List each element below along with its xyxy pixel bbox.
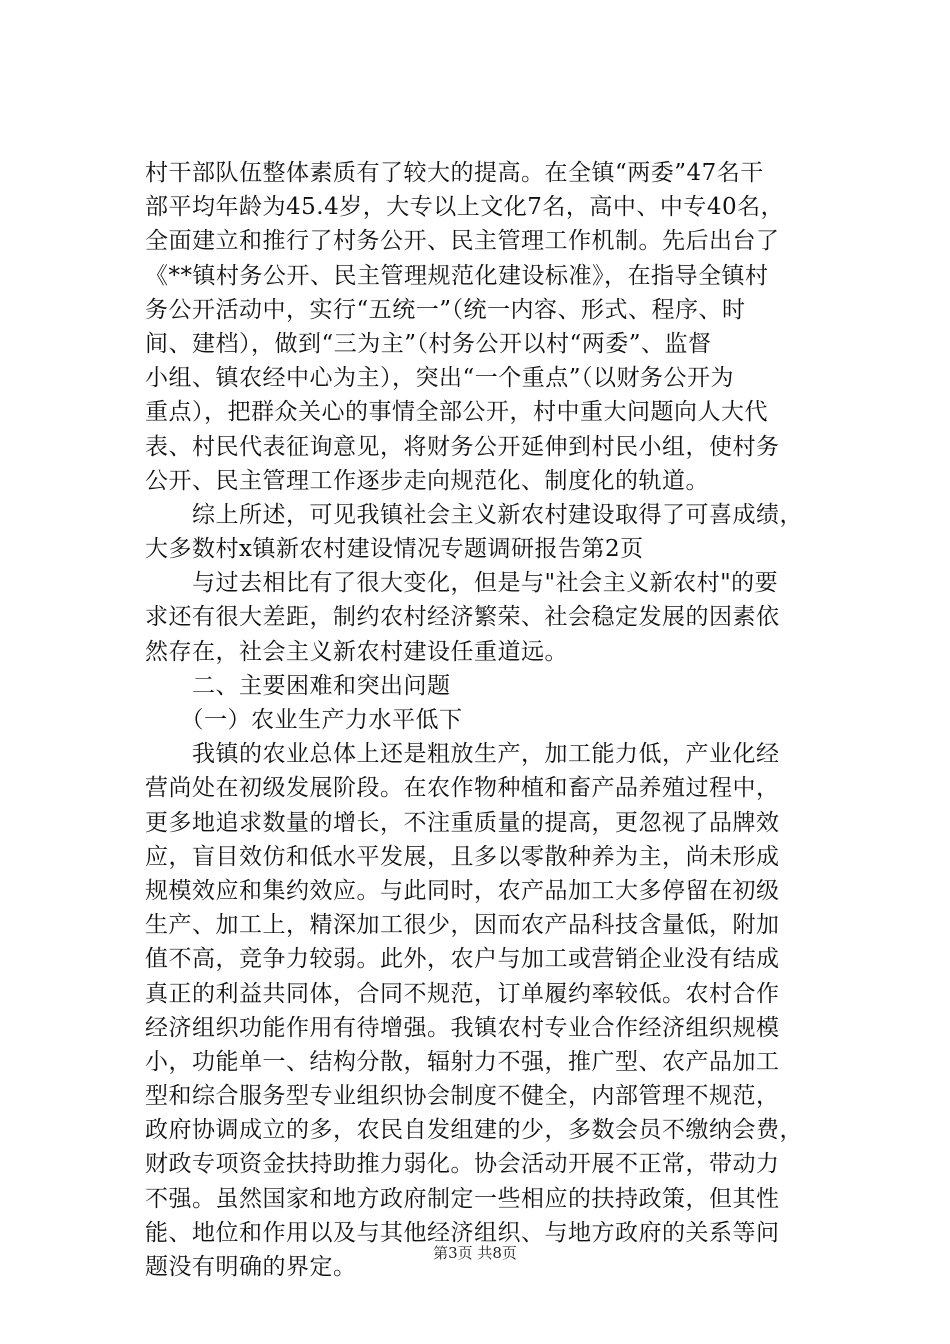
text-line: 我镇的农业总体上还是粗放生产，加工能力低，产业化经 <box>145 741 780 768</box>
text-line: 真正的利益共同体，合同不规范，订单履约率较低。农村合作 <box>145 980 780 1007</box>
text-line: 更多地追求数量的增长，不注重质量的提高，更忽视了品牌效 <box>145 809 780 836</box>
text-line: 经济组织功能作用有待增强。我镇农村专业合作经济组织规模 <box>145 1014 780 1041</box>
body-text <box>145 156 845 1284</box>
text-line: 重点），把群众关心的事情全部公开，村中重大问题向人大代 <box>145 399 768 426</box>
text-line: 表、村民代表征询意见，将财务公开延伸到村民小组，使村务 <box>145 433 780 460</box>
text-line: 村干部队伍整体素质有了较大的提高。在全镇“两委”47名干 <box>145 160 764 186</box>
text-line: 不强。虽然国家和地方政府制定一些相应的扶持政策，但其性 <box>145 1185 780 1212</box>
text-line: 全面建立和推行了村务公开、民主管理工作机制。先后出台了 <box>145 228 780 255</box>
text-line: 能、地位和作用以及与其他经济组织、与地方政府的关系等问 <box>145 1219 780 1246</box>
text-line: 间、建档），做到“三为主”（村务公开以村“两委”、监督 <box>145 330 712 357</box>
text-line: 政府协调成立的多，农民自发组建的少，多数会员不缴纳会费， <box>145 1117 803 1144</box>
text-line: （一）农业生产力水平低下 <box>145 707 463 733</box>
text-line: 务公开活动中，实行“五统一”（统一内容、形式、程序、时 <box>145 296 746 323</box>
text-line: 《**镇村务公开、民主管理规范化建设标准》，在指导全镇村 <box>145 262 769 289</box>
text-line: 值不高，竞争力较弱。此外，农户与加工或营销企业没有结成 <box>145 946 780 973</box>
page-footer: 第3页 共8页 <box>433 1244 517 1262</box>
text-line: 综上所述，可见我镇社会主义新农村建设取得了可喜成绩， <box>145 501 803 528</box>
text-line: 应，盲目效仿和低水平发展，且多以零散种养为主，尚未形成 <box>145 843 780 870</box>
text-line: 与过去相比有了很大变化，但是与"社会主义新农村"的要 <box>145 570 779 597</box>
text-line: 型和综合服务型专业组织协会制度不健全，内部管理不规范， <box>145 1083 780 1110</box>
text-line: 生产、加工上，精深加工很少，因而农产品科技含量低，附加 <box>145 912 780 939</box>
text-line: 小，功能单一、结构分散，辐射力不强，推广型、农产品加工 <box>145 1048 780 1075</box>
text-line: 求还有很大差距，制约农村经济繁荣、社会稳定发展的因素依 <box>145 604 780 631</box>
text-line: 二、主要困难和突出问题 <box>145 672 451 699</box>
text-line: 然存在，社会主义新农村建设任重道远。 <box>145 638 568 665</box>
text-line: 营尚处在初级发展阶段。在农作物种植和畜产品养殖过程中， <box>145 775 780 802</box>
text-line: 部平均年龄为45.4岁，大专以上文化7名，高中、中专40名， <box>145 194 785 221</box>
text-line: 题没有明确的界定。 <box>145 1254 357 1280</box>
text-line: 规模效应和集约效应。与此同时，农产品加工大多停留在初级 <box>145 877 780 904</box>
text-line: 公开、民主管理工作逐步走向规范化、制度化的轨道。 <box>145 467 709 494</box>
text-line: 小组、镇农经中心为主），突出“一个重点”（以财务公开为 <box>145 365 735 392</box>
text-line: 大多数村x镇新农村建设情况专题调研报告第2页 <box>145 536 644 563</box>
text-line: 财政专项资金扶持助推力弱化。协会活动开展不正常，带动力 <box>145 1151 780 1178</box>
